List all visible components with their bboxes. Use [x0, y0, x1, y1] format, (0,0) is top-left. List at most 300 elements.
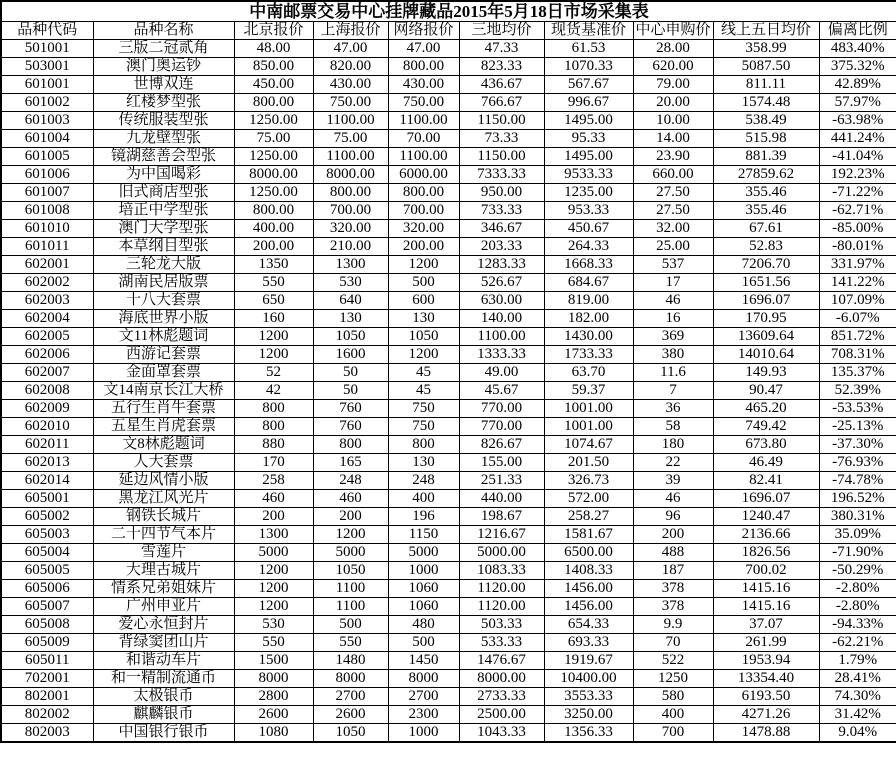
table-row [1, 364, 896, 382]
cell-code: 601007 [1, 184, 93, 202]
cell-code: 605011 [1, 652, 93, 670]
cell-online-5day-avg: 1953.94 [713, 652, 819, 670]
table-row [1, 400, 896, 418]
cell-network-quote: 430.00 [388, 76, 459, 94]
table-row [1, 508, 896, 526]
cell-center-purchase-price: 14.00 [633, 130, 713, 148]
column-header-spot-base-price: 现货基准价 [544, 22, 633, 40]
cell-shanghai-quote: 750.00 [313, 94, 388, 112]
cell-beijing-quote: 5000 [234, 544, 313, 562]
cell-beijing-quote: 850.00 [234, 58, 313, 76]
cell-beijing-quote: 1200 [234, 562, 313, 580]
cell-network-quote: 800 [388, 436, 459, 454]
page-title: 中南邮票交易中心挂牌藏品2015年5月18日市场采集表 [1, 1, 896, 22]
cell-shanghai-quote: 1050 [313, 724, 388, 743]
cell-shanghai-quote: 1200 [313, 526, 388, 544]
cell-beijing-quote: 800.00 [234, 94, 313, 112]
table-row [1, 688, 896, 706]
cell-online-5day-avg: 355.46 [713, 184, 819, 202]
cell-deviation-ratio: 375.32% [819, 58, 896, 76]
cell-online-5day-avg: 1415.16 [713, 580, 819, 598]
cell-beijing-quote: 1250.00 [234, 184, 313, 202]
cell-three-area-avg: 823.33 [459, 58, 544, 76]
cell-shanghai-quote: 460 [313, 490, 388, 508]
cell-spot-base-price: 819.00 [544, 292, 633, 310]
cell-beijing-quote: 8000 [234, 670, 313, 688]
cell-spot-base-price: 572.00 [544, 490, 633, 508]
cell-deviation-ratio: 28.41% [819, 670, 896, 688]
cell-network-quote: 1000 [388, 562, 459, 580]
cell-network-quote: 70.00 [388, 130, 459, 148]
table-row [1, 94, 896, 112]
cell-name: 金面罩套票 [93, 364, 234, 382]
cell-spot-base-price: 1456.00 [544, 598, 633, 616]
cell-three-area-avg: 1120.00 [459, 598, 544, 616]
cell-shanghai-quote: 430.00 [313, 76, 388, 94]
cell-network-quote: 1060 [388, 580, 459, 598]
cell-three-area-avg: 1150.00 [459, 148, 544, 166]
cell-spot-base-price: 1356.33 [544, 724, 633, 743]
cell-beijing-quote: 2800 [234, 688, 313, 706]
table-row [1, 220, 896, 238]
cell-code: 605002 [1, 508, 93, 526]
cell-network-quote: 2300 [388, 706, 459, 724]
cell-spot-base-price: 654.33 [544, 616, 633, 634]
cell-center-purchase-price: 22 [633, 454, 713, 472]
cell-center-purchase-price: 369 [633, 328, 713, 346]
cell-beijing-quote: 550 [234, 634, 313, 652]
cell-network-quote: 750 [388, 418, 459, 436]
cell-code: 602009 [1, 400, 93, 418]
cell-network-quote: 320.00 [388, 220, 459, 238]
cell-name: 三轮龙大版 [93, 256, 234, 274]
column-header-three-area-avg: 三地均价 [459, 22, 544, 40]
cell-code: 602010 [1, 418, 93, 436]
cell-center-purchase-price: 537 [633, 256, 713, 274]
cell-name: 人大套票 [93, 454, 234, 472]
cell-network-quote: 1100.00 [388, 148, 459, 166]
cell-three-area-avg: 733.33 [459, 202, 544, 220]
cell-name: 澳门大学型张 [93, 220, 234, 238]
cell-code: 702001 [1, 670, 93, 688]
cell-center-purchase-price: 46 [633, 490, 713, 508]
cell-code: 605007 [1, 598, 93, 616]
cell-center-purchase-price: 11.6 [633, 364, 713, 382]
cell-shanghai-quote: 1050 [313, 328, 388, 346]
cell-deviation-ratio: 107.09% [819, 292, 896, 310]
cell-name: 培正中学型张 [93, 202, 234, 220]
cell-name: 西游记套票 [93, 346, 234, 364]
cell-deviation-ratio: -25.13% [819, 418, 896, 436]
cell-name: 爱心永恒封片 [93, 616, 234, 634]
cell-name: 文14南京长江大桥 [93, 382, 234, 400]
cell-name: 中国银行银币 [93, 724, 234, 743]
cell-center-purchase-price: 187 [633, 562, 713, 580]
cell-online-5day-avg: 1696.07 [713, 292, 819, 310]
cell-shanghai-quote: 1100 [313, 598, 388, 616]
cell-center-purchase-price: 32.00 [633, 220, 713, 238]
cell-online-5day-avg: 700.02 [713, 562, 819, 580]
cell-center-purchase-price: 36 [633, 400, 713, 418]
cell-center-purchase-price: 96 [633, 508, 713, 526]
column-header-name: 品种名称 [93, 22, 234, 40]
cell-name: 五行生肖牛套票 [93, 400, 234, 418]
table-row [1, 274, 896, 292]
cell-name: 二十四节气本片 [93, 526, 234, 544]
cell-spot-base-price: 1074.67 [544, 436, 633, 454]
cell-name: 传统服装型张 [93, 112, 234, 130]
cell-network-quote: 130 [388, 454, 459, 472]
cell-spot-base-price: 61.53 [544, 40, 633, 58]
cell-spot-base-price: 1495.00 [544, 112, 633, 130]
cell-code: 601005 [1, 148, 93, 166]
cell-name: 五星生肖虎套票 [93, 418, 234, 436]
cell-deviation-ratio: 192.23% [819, 166, 896, 184]
cell-network-quote: 1200 [388, 346, 459, 364]
cell-deviation-ratio: -2.80% [819, 580, 896, 598]
cell-network-quote: 700.00 [388, 202, 459, 220]
cell-name: 文8林彪题词 [93, 436, 234, 454]
cell-shanghai-quote: 800 [313, 436, 388, 454]
cell-deviation-ratio: 135.37% [819, 364, 896, 382]
cell-online-5day-avg: 90.47 [713, 382, 819, 400]
cell-three-area-avg: 770.00 [459, 400, 544, 418]
cell-three-area-avg: 436.67 [459, 76, 544, 94]
cell-network-quote: 1150 [388, 526, 459, 544]
cell-spot-base-price: 258.27 [544, 508, 633, 526]
cell-beijing-quote: 170 [234, 454, 313, 472]
cell-three-area-avg: 7333.33 [459, 166, 544, 184]
column-header-online-5day-avg: 线上五日均价 [713, 22, 819, 40]
cell-network-quote: 45 [388, 382, 459, 400]
cell-beijing-quote: 1200 [234, 328, 313, 346]
cell-online-5day-avg: 1574.48 [713, 94, 819, 112]
cell-network-quote: 1200 [388, 256, 459, 274]
cell-three-area-avg: 526.67 [459, 274, 544, 292]
cell-network-quote: 130 [388, 310, 459, 328]
cell-shanghai-quote: 800.00 [313, 184, 388, 202]
cell-network-quote: 1000 [388, 724, 459, 743]
cell-three-area-avg: 766.67 [459, 94, 544, 112]
cell-center-purchase-price: 58 [633, 418, 713, 436]
cell-name: 和一精制流通币 [93, 670, 234, 688]
cell-network-quote: 480 [388, 616, 459, 634]
cell-spot-base-price: 1668.33 [544, 256, 633, 274]
table-row [1, 652, 896, 670]
cell-beijing-quote: 400.00 [234, 220, 313, 238]
cell-online-5day-avg: 2136.66 [713, 526, 819, 544]
cell-center-purchase-price: 27.50 [633, 184, 713, 202]
cell-network-quote: 800.00 [388, 58, 459, 76]
title-row [1, 1, 896, 22]
cell-code: 601003 [1, 112, 93, 130]
cell-name: 海底世界小版 [93, 310, 234, 328]
cell-center-purchase-price: 17 [633, 274, 713, 292]
table-row [1, 562, 896, 580]
cell-shanghai-quote: 320.00 [313, 220, 388, 238]
cell-center-purchase-price: 180 [633, 436, 713, 454]
cell-shanghai-quote: 200 [313, 508, 388, 526]
cell-shanghai-quote: 1600 [313, 346, 388, 364]
cell-spot-base-price: 182.00 [544, 310, 633, 328]
cell-code: 602005 [1, 328, 93, 346]
cell-center-purchase-price: 39 [633, 472, 713, 490]
cell-center-purchase-price: 9.9 [633, 616, 713, 634]
cell-network-quote: 750 [388, 400, 459, 418]
cell-center-purchase-price: 660.00 [633, 166, 713, 184]
cell-center-purchase-price: 522 [633, 652, 713, 670]
cell-network-quote: 5000 [388, 544, 459, 562]
cell-code: 601002 [1, 94, 93, 112]
cell-three-area-avg: 2500.00 [459, 706, 544, 724]
cell-shanghai-quote: 550 [313, 634, 388, 652]
cell-code: 501001 [1, 40, 93, 58]
cell-center-purchase-price: 380 [633, 346, 713, 364]
cell-shanghai-quote: 210.00 [313, 238, 388, 256]
table-row [1, 526, 896, 544]
cell-code: 601006 [1, 166, 93, 184]
cell-deviation-ratio: -6.07% [819, 310, 896, 328]
cell-spot-base-price: 1456.00 [544, 580, 633, 598]
cell-three-area-avg: 1476.67 [459, 652, 544, 670]
table-row [1, 382, 896, 400]
table-row [1, 454, 896, 472]
cell-network-quote: 2700 [388, 688, 459, 706]
cell-three-area-avg: 826.67 [459, 436, 544, 454]
column-header-deviation-ratio: 偏离比例 [819, 22, 896, 40]
cell-deviation-ratio: 31.42% [819, 706, 896, 724]
cell-online-5day-avg: 13354.40 [713, 670, 819, 688]
table-row [1, 472, 896, 490]
cell-code: 601011 [1, 238, 93, 256]
cell-deviation-ratio: -85.00% [819, 220, 896, 238]
cell-center-purchase-price: 7 [633, 382, 713, 400]
cell-online-5day-avg: 515.98 [713, 130, 819, 148]
cell-beijing-quote: 1250.00 [234, 112, 313, 130]
cell-spot-base-price: 693.33 [544, 634, 633, 652]
cell-code: 602008 [1, 382, 93, 400]
cell-center-purchase-price: 200 [633, 526, 713, 544]
cell-center-purchase-price: 25.00 [633, 238, 713, 256]
cell-name: 湖南民居版票 [93, 274, 234, 292]
table-row [1, 76, 896, 94]
table-row [1, 490, 896, 508]
cell-deviation-ratio: 708.31% [819, 346, 896, 364]
cell-three-area-avg: 503.33 [459, 616, 544, 634]
column-header-beijing-quote: 北京报价 [234, 22, 313, 40]
cell-center-purchase-price: 23.90 [633, 148, 713, 166]
cell-code: 605001 [1, 490, 93, 508]
cell-three-area-avg: 1150.00 [459, 112, 544, 130]
cell-online-5day-avg: 6193.50 [713, 688, 819, 706]
cell-deviation-ratio: 196.52% [819, 490, 896, 508]
cell-network-quote: 1450 [388, 652, 459, 670]
cell-code: 601004 [1, 130, 93, 148]
cell-shanghai-quote: 50 [313, 382, 388, 400]
cell-code: 602004 [1, 310, 93, 328]
cell-deviation-ratio: -50.29% [819, 562, 896, 580]
cell-three-area-avg: 203.33 [459, 238, 544, 256]
cell-deviation-ratio: -53.53% [819, 400, 896, 418]
table-row [1, 238, 896, 256]
cell-online-5day-avg: 1478.88 [713, 724, 819, 743]
cell-code: 605004 [1, 544, 93, 562]
cell-shanghai-quote: 760 [313, 400, 388, 418]
cell-center-purchase-price: 28.00 [633, 40, 713, 58]
cell-online-5day-avg: 358.99 [713, 40, 819, 58]
cell-online-5day-avg: 5087.50 [713, 58, 819, 76]
cell-three-area-avg: 770.00 [459, 418, 544, 436]
cell-shanghai-quote: 700.00 [313, 202, 388, 220]
cell-name: 澳门奥运钞 [93, 58, 234, 76]
cell-code: 605009 [1, 634, 93, 652]
cell-spot-base-price: 9533.33 [544, 166, 633, 184]
cell-network-quote: 750.00 [388, 94, 459, 112]
cell-network-quote: 45 [388, 364, 459, 382]
cell-spot-base-price: 10400.00 [544, 670, 633, 688]
cell-shanghai-quote: 1480 [313, 652, 388, 670]
table-row [1, 418, 896, 436]
cell-spot-base-price: 450.67 [544, 220, 633, 238]
cell-center-purchase-price: 20.00 [633, 94, 713, 112]
cell-shanghai-quote: 1100 [313, 580, 388, 598]
cell-name: 麒麟银币 [93, 706, 234, 724]
cell-spot-base-price: 1001.00 [544, 418, 633, 436]
cell-three-area-avg: 440.00 [459, 490, 544, 508]
cell-shanghai-quote: 1100.00 [313, 112, 388, 130]
cell-online-5day-avg: 465.20 [713, 400, 819, 418]
cell-online-5day-avg: 7206.70 [713, 256, 819, 274]
cell-three-area-avg: 251.33 [459, 472, 544, 490]
cell-shanghai-quote: 760 [313, 418, 388, 436]
cell-code: 605006 [1, 580, 93, 598]
cell-shanghai-quote: 1050 [313, 562, 388, 580]
cell-three-area-avg: 1043.33 [459, 724, 544, 743]
cell-shanghai-quote: 2600 [313, 706, 388, 724]
cell-deviation-ratio: 35.09% [819, 526, 896, 544]
cell-spot-base-price: 1919.67 [544, 652, 633, 670]
cell-code: 602006 [1, 346, 93, 364]
table-row [1, 166, 896, 184]
cell-network-quote: 1050 [388, 328, 459, 346]
cell-three-area-avg: 1100.00 [459, 328, 544, 346]
cell-shanghai-quote: 47.00 [313, 40, 388, 58]
cell-name: 为中国喝彩 [93, 166, 234, 184]
cell-three-area-avg: 1283.33 [459, 256, 544, 274]
table-row [1, 292, 896, 310]
cell-code: 602014 [1, 472, 93, 490]
cell-center-purchase-price: 27.50 [633, 202, 713, 220]
cell-beijing-quote: 2600 [234, 706, 313, 724]
cell-beijing-quote: 800 [234, 418, 313, 436]
cell-network-quote: 400 [388, 490, 459, 508]
cell-name: 三版二冠贰角 [93, 40, 234, 58]
cell-shanghai-quote: 2700 [313, 688, 388, 706]
cell-network-quote: 47.00 [388, 40, 459, 58]
cell-center-purchase-price: 620.00 [633, 58, 713, 76]
cell-spot-base-price: 264.33 [544, 238, 633, 256]
cell-beijing-quote: 450.00 [234, 76, 313, 94]
cell-code: 602013 [1, 454, 93, 472]
cell-name: 世博双连 [93, 76, 234, 94]
cell-deviation-ratio: -41.04% [819, 148, 896, 166]
cell-center-purchase-price: 700 [633, 724, 713, 743]
cell-code: 601001 [1, 76, 93, 94]
cell-center-purchase-price: 488 [633, 544, 713, 562]
table-row [1, 148, 896, 166]
cell-online-5day-avg: 1651.56 [713, 274, 819, 292]
table-row [1, 184, 896, 202]
table-row [1, 724, 896, 743]
table-row [1, 40, 896, 58]
table-row [1, 598, 896, 616]
cell-name: 黑龙江风光片 [93, 490, 234, 508]
cell-deviation-ratio: -62.21% [819, 634, 896, 652]
cell-three-area-avg: 198.67 [459, 508, 544, 526]
cell-spot-base-price: 1070.33 [544, 58, 633, 76]
table-row [1, 310, 896, 328]
cell-beijing-quote: 550 [234, 274, 313, 292]
cell-online-5day-avg: 881.39 [713, 148, 819, 166]
cell-shanghai-quote: 820.00 [313, 58, 388, 76]
column-header-code: 品种代码 [1, 22, 93, 40]
cell-online-5day-avg: 14010.64 [713, 346, 819, 364]
cell-shanghai-quote: 640 [313, 292, 388, 310]
cell-deviation-ratio: -63.98% [819, 112, 896, 130]
cell-center-purchase-price: 400 [633, 706, 713, 724]
cell-spot-base-price: 567.67 [544, 76, 633, 94]
cell-name: 情系兄弟姐妹片 [93, 580, 234, 598]
cell-code: 602001 [1, 256, 93, 274]
column-header-shanghai-quote: 上海报价 [313, 22, 388, 40]
cell-online-5day-avg: 261.99 [713, 634, 819, 652]
cell-deviation-ratio: -62.71% [819, 202, 896, 220]
cell-network-quote: 248 [388, 472, 459, 490]
cell-code: 802001 [1, 688, 93, 706]
cell-beijing-quote: 200 [234, 508, 313, 526]
cell-three-area-avg: 533.33 [459, 634, 544, 652]
cell-code: 503001 [1, 58, 93, 76]
cell-deviation-ratio: 331.97% [819, 256, 896, 274]
cell-spot-base-price: 953.33 [544, 202, 633, 220]
table-row [1, 580, 896, 598]
cell-online-5day-avg: 1826.56 [713, 544, 819, 562]
cell-center-purchase-price: 70 [633, 634, 713, 652]
table-row [1, 328, 896, 346]
cell-beijing-quote: 1200 [234, 598, 313, 616]
table-row [1, 544, 896, 562]
cell-name: 雪莲片 [93, 544, 234, 562]
cell-spot-base-price: 1408.33 [544, 562, 633, 580]
table-row [1, 670, 896, 688]
cell-deviation-ratio: -74.78% [819, 472, 896, 490]
cell-spot-base-price: 1001.00 [544, 400, 633, 418]
cell-spot-base-price: 1495.00 [544, 148, 633, 166]
table-row [1, 634, 896, 652]
cell-beijing-quote: 75.00 [234, 130, 313, 148]
cell-online-5day-avg: 1696.07 [713, 490, 819, 508]
cell-shanghai-quote: 8000 [313, 670, 388, 688]
cell-network-quote: 6000.00 [388, 166, 459, 184]
cell-beijing-quote: 258 [234, 472, 313, 490]
cell-deviation-ratio: 380.31% [819, 508, 896, 526]
cell-deviation-ratio: 851.72% [819, 328, 896, 346]
cell-deviation-ratio: -37.30% [819, 436, 896, 454]
cell-name: 广州申亚片 [93, 598, 234, 616]
cell-beijing-quote: 800 [234, 400, 313, 418]
cell-center-purchase-price: 1250 [633, 670, 713, 688]
cell-beijing-quote: 160 [234, 310, 313, 328]
